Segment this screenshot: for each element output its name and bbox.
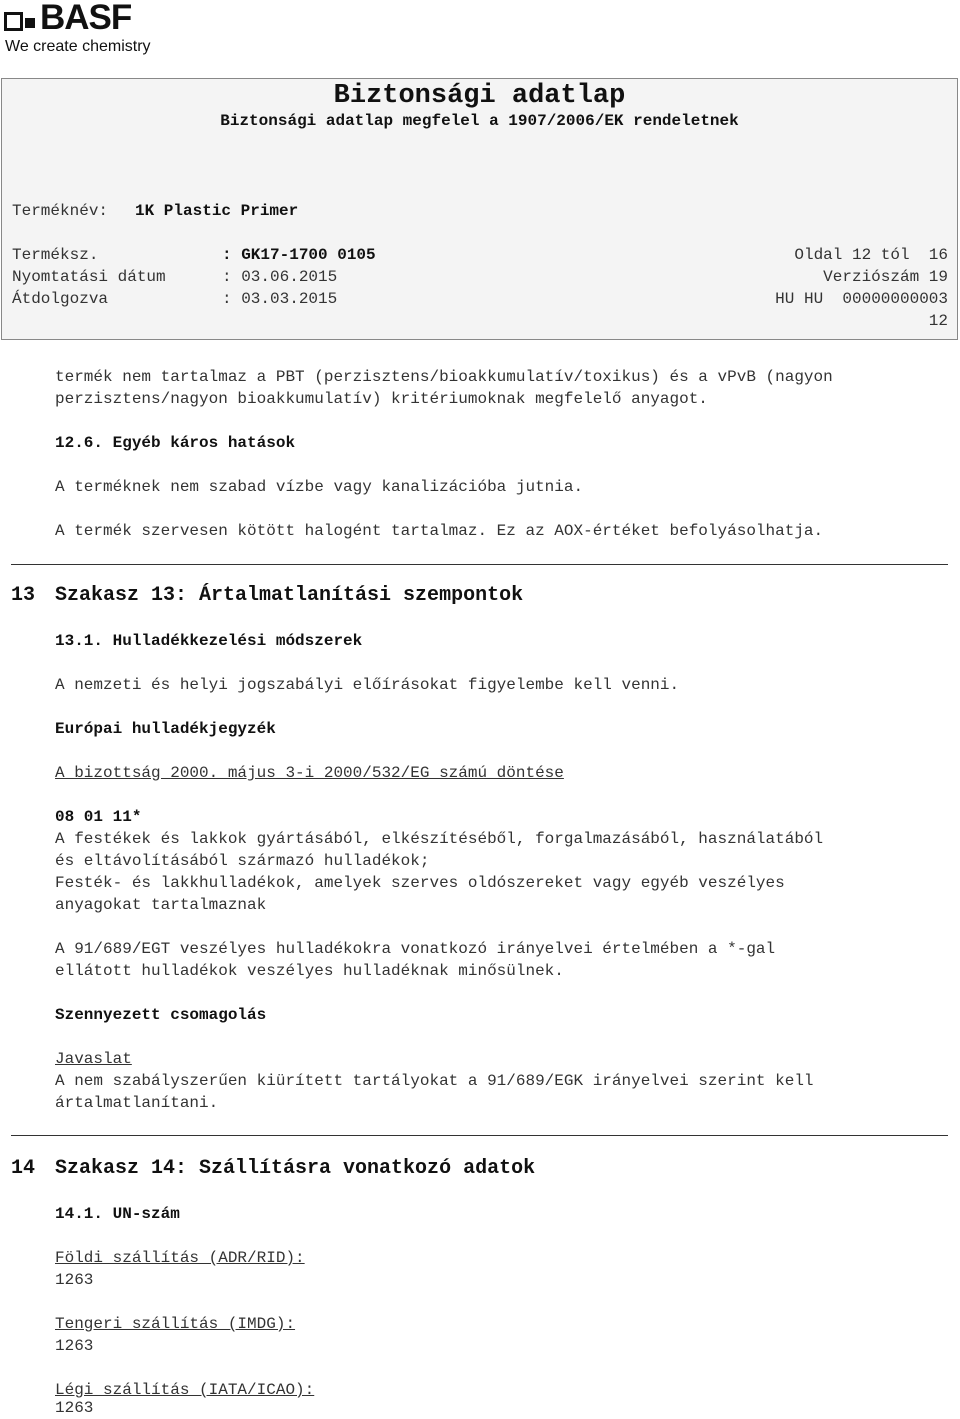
section-14-1-heading: 14.1. UN-szám (55, 1205, 180, 1223)
directive-text-line1: A 91/689/EGT veszélyes hulladékokra vonatkozó irányelvei értelmében a *-gal (55, 940, 776, 958)
revised-value: : 03.03.2015 (222, 290, 338, 308)
waste-code: 08 01 11* (55, 808, 142, 826)
section-divider (11, 1135, 948, 1136)
basf-logo (4, 2, 151, 56)
air-transport-label: Légi szállítás (IATA/ICAO): (55, 1381, 315, 1399)
packaging-text-line2: ártalmatlanítani. (55, 1094, 219, 1112)
version-number: Verziószám 19 (823, 268, 948, 286)
document-header (1, 78, 958, 340)
section-13-title: Szakasz 13: Ártalmatlanítási szempontok (55, 584, 524, 607)
section-13-1-heading: 13.1. Hulladékkezelési módszerek (55, 632, 363, 650)
page-number: Oldal 12 tól 16 (794, 246, 948, 264)
product-label: Terméknév: (12, 202, 109, 220)
document-code-suffix: 12 (928, 312, 948, 330)
brand-slogan: We create chemistry (5, 38, 151, 55)
waste-description-line4: anyagokat tartalmaznak (55, 896, 267, 914)
logo-square-outline-icon (4, 12, 23, 31)
section-divider (11, 564, 948, 565)
directive-text-line2: ellátott hulladékok veszélyes hulladéknak minősülnek. (55, 962, 564, 980)
logo-square-filled-icon (25, 18, 35, 28)
section-14-title: Szakasz 14: Szállításra vonatkozó adatok (55, 1157, 536, 1180)
sea-transport-value: 1263 (55, 1337, 94, 1355)
document-code: HU HU 00000000003 (775, 290, 948, 308)
eu-waste-list-heading: Európai hulladékjegyzék (55, 720, 276, 738)
land-transport-label: Földi szállítás (ADR/RID): (55, 1249, 305, 1267)
section-12-6-text2: A termék szervesen kötött halogént tartalmaz. Ez az AOX-értéket befolyásolhatja. (55, 522, 824, 540)
pbt-text-line2: perzisztens/nagyon bioakkumulatív) kritériumoknak megfelelő anyagot. (55, 390, 708, 408)
air-transport-value: 1263 (55, 1399, 94, 1417)
waste-description-line1: A festékek és lakkok gyártásából, elkészítéséből, forgalmazásából, használatából (55, 830, 824, 848)
print-date-label: Nyomtatási dátum (12, 268, 166, 286)
item-number-label: Terméksz. (12, 246, 99, 264)
brand-name: BASF (40, 0, 132, 37)
section-12-6-text1: A terméknek nem szabad vízbe vagy kanalizációba jutnia. (55, 478, 584, 496)
land-transport-value: 1263 (55, 1271, 94, 1289)
print-date-value: : 03.06.2015 (222, 268, 338, 286)
recommendation-label: Javaslat (55, 1050, 132, 1068)
waste-description-line2: és eltávolításából származó hulladékok; (55, 852, 430, 870)
packaging-text-line1: A nem szabályszerűen kiürített tartályokat a 91/689/EGK irányelvei szerint kell (55, 1072, 814, 1090)
section-14-number: 14 (11, 1157, 36, 1180)
section-12-6-heading: 12.6. Egyéb káros hatások (55, 434, 296, 452)
waste-description-line3: Festék- és lakkhulladékok, amelyek szerves oldószereket vagy egyéb veszélyes (55, 874, 785, 892)
contaminated-packaging-heading: Szennyezett csomagolás (55, 1006, 267, 1024)
section-13-1-text: A nemzeti és helyi jogszabályi előírásokat figyelembe kell venni. (55, 676, 680, 694)
sea-transport-label: Tengeri szállítás (IMDG): (55, 1315, 296, 1333)
document-title: Biztonsági adatlap (333, 81, 626, 111)
product-name: 1K Plastic Primer (135, 202, 299, 220)
revised-label: Átdolgozva (12, 290, 109, 308)
pbt-text-line1: termék nem tartalmaz a PBT (perzisztens/bioakkumulatív/toxikus) és a vPvB (nagyon (55, 368, 833, 386)
document-subtitle: Biztonsági adatlap megfelel a 1907/2006/EK rendeletnek (220, 112, 739, 130)
eu-commission-decision: A bizottság 2000. május 3-i 2000/532/EG számú döntése (55, 764, 564, 782)
item-number-value: : GK17-1700 0105 (222, 246, 376, 264)
section-13-number: 13 (11, 584, 36, 607)
